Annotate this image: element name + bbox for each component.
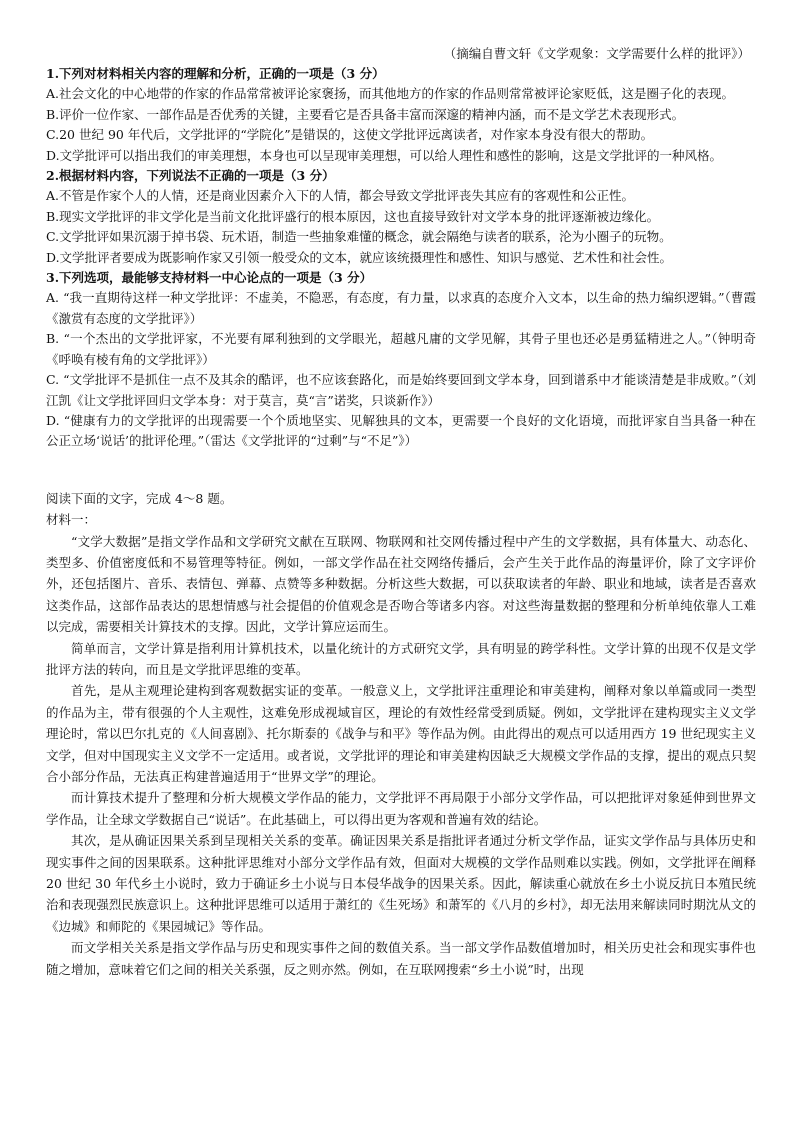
material-label: 材料一： [46, 512, 97, 528]
question-stem: 3.下列选项，最能够支持材料一中心论点的一项是（3 分） [46, 270, 373, 286]
option-c: C.20 世纪 90 年代后，文学批评的“学院化”是错误的，这使文学批评远离读者，对作家本身没有很大的帮助。 [46, 127, 654, 143]
option-c: C. “文学批评不是抓住一点不及其余的酷评，也不应该套路化，而是始终要回到文学本身，回到谱系中才能谈清楚是非成败。”（刘江凯《让文学批评回归文学本身：对于莫言，莫“言”诺奖，只谈新作》） [46, 372, 756, 408]
option-b: B.现实文学批评的非文学化是当前文化批评盛行的根本原因，这也直接导致针对文学本身的批评逐渐被边缘化。 [46, 208, 660, 224]
option-a: A. “我一直期待这样一种文学批评：不虚美，不隐恶，有态度，有力量，以求真的态度介入文本，以生命的热力编织逻辑。”（曹霞《激赏有态度的文学批评》） [46, 290, 756, 326]
reading-section [46, 488, 756, 980]
option-b: B. “一个杰出的文学批评家，不光要有犀利独到的文学眼光，超越凡庸的文学见解，其骨子里也还必是勇猛精进之人。”（钟明奇《呼唤有棱有角的文学批评》） [46, 331, 756, 367]
option-d: D. “健康有力的文学批评的出现需要一个个质地坚实、见解独具的文本，更需要一个良好的文化语境，而批评家自当具备一种在公正立场‘说话’的批评伦理。”（雷达《文学批评的“过剩”与“不足”》） [46, 412, 756, 449]
paragraph: 简单而言，文学计算是指利用计算机技术，以量化统计的方式研究文学，具有明显的跨学科性。文学计算的出现不仅是文学批评方法的转向，而且是文学批评思维的变革。 [46, 640, 756, 677]
question-3 [46, 268, 756, 452]
question-stem: 1.下列对材料相关内容的理解和分析，正确的一项是（3 分） [46, 66, 385, 81]
paragraph: 而文学相关关系是指文学作品与历史和现实事件之间的数值关系。当一部文学作品数值增加时，相关历史社会和现实事件也随之增加，意味着它们之间的相关关系强，反之则亦然。例如，在互联网搜索“乡土小说”时，出现 [46, 940, 756, 977]
question-2 [46, 166, 756, 268]
question-stem: 2.根据材料内容，下列说法不正确的一项是（3 分） [46, 168, 335, 184]
paragraph: 其次，是从确证因果关系到呈现相关关系的变革。确证因果关系是指批评者通过分析文学作品，证实文学作品与具体历史和现实事件之间的因果联系。这种批评思维对小部分文学作品有效，但面对大规模的文学作品则难以实践。例如，文学批评在阐释 20 世纪 30 年代乡土小说时，致力于确证乡土小说与日本侵华战争的因果关系。因此，解读重心就放在乡土小说反抗日本殖民统治和表现强烈民族意识上。这种批评思维可以适用于萧红的《生死场》和萧军的《八月的乡村》，却无法用来解读同时期沈从文的《边城》和师陀的《果园城记》等作品。 [46, 833, 756, 934]
source-note: （摘编自曹文轩《文学观象：文学需要什么样的批评》） [443, 46, 750, 61]
reading-intro: 阅读下面的文字，完成 4～8 题。 [46, 490, 233, 506]
option-a: A.不管是作家个人的人情，还是商业因素介入下的人情，都会导致文学批评丧失其应有的客观性和公正性。 [46, 188, 635, 204]
paragraph: 而计算技术提升了整理和分析大规模文学作品的能力，文学批评不再局限于小部分文学作品，可以把批评对象延伸到世界文学作品，让全球文学数据自己“说话”。在此基础上，可以得出更为客观和普遍有效的结论。 [46, 790, 756, 827]
paragraph: “文学大数据”是指文学作品和文学研究文献在互联网、物联网和社交网传播过程中产生的文学数据，具有体量大、动态化、类型多、价值密度低和不易管理等特征。例如，一部文学作品在社交网络传播后，会产生关于此作品的海量评价，除了文字评价外，还包括图片、音乐、表情包、弹幕、点赞等多种数据。分析这些大数据，可以获取读者的年龄、职业和地域，读者是否喜欢这类作品，这部作品表达的思想情感与社会提倡的价值观念是否吻合等诸多内容。对这些海量数据的整理和分析单纯依靠人工难以完成，需要相关计算技术的支撑。因此，文学计算应运而生。 [46, 533, 756, 635]
paragraph: 首先，是从主观理论建构到客观数据实证的变革。一般意义上，文学批评注重理论和审美建构，阐释对象以单篇或同一类型的作品为主，带有很强的个人主观性，这难免形成视域盲区，理论的有效性经常受到质疑。例如，文学批评在建构现实主义文学理论时，常以巴尔扎克的《人间喜剧》、托尔斯泰的《战争与和平》等作品为例。由此得出的观点可以适用西方 19 世纪现实主义文学，但对中国现实主义文学不一定适用。或者说，文学批评的理论和审美建构因缺乏大规模文学作品的支撑，提出的观点只契合小部分作品，无法真正构建普遍适用于“世界文学”的理论。 [46, 683, 756, 784]
option-c: C.文学批评如果沉溺于掉书袋、玩术语，制造一些抽象难懂的概念，就会隔绝与读者的联系，沦为小圈子的玩物。 [46, 229, 672, 245]
option-d: D.文学批评者要成为既影响作家又引领一般受众的文本，就应该统摄理性和感性、知识与感觉、艺术性和社会性。 [46, 249, 673, 265]
question-1 [46, 64, 756, 166]
option-a: A.社会文化的中心地带的作家的作品常常被评论家褒扬，而其他地方的作家的作品则常常被评论家贬低，这是圈子化的表现。 [46, 86, 735, 102]
option-b: B.评价一位作家、一部作品是否优秀的关键，主要看它是否具备丰富而深邃的精神内涵，而不是文学艺术表现形式。 [46, 106, 685, 122]
spacer [46, 452, 756, 488]
option-d: D.文学批评可以指出我们的审美理想，本身也可以呈现审美理想，可以给人理性和感性的影响，这是文学批评的一种风格。 [46, 147, 723, 163]
page [46, 44, 756, 980]
